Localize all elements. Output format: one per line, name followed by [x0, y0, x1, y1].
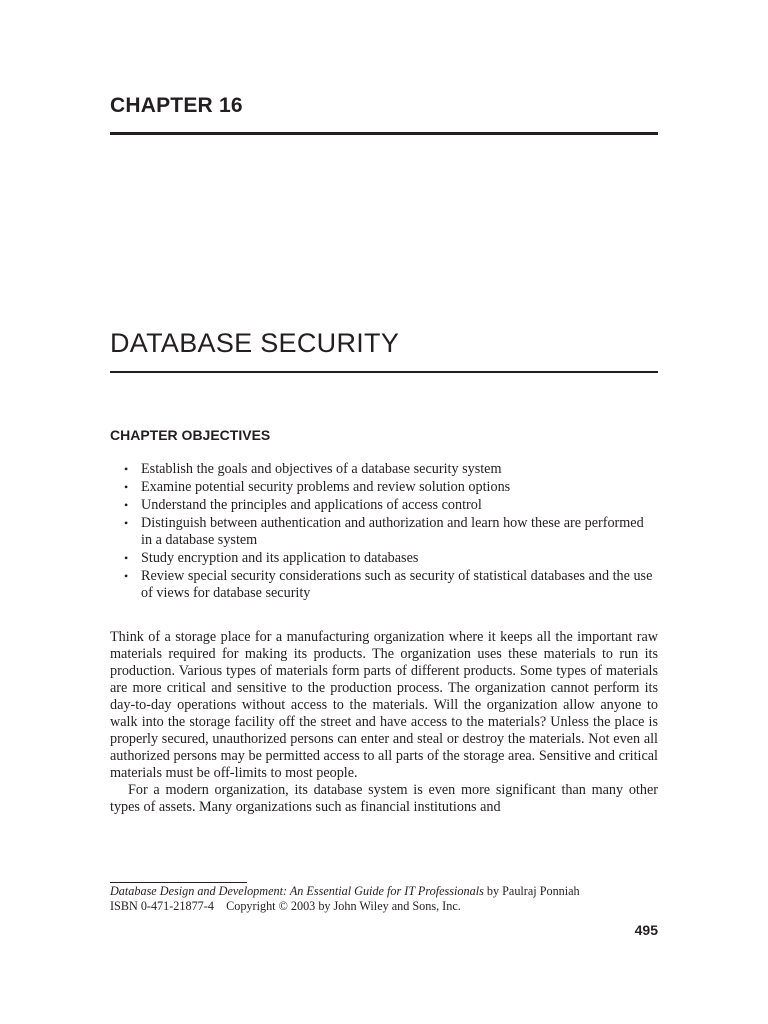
- list-item: [124, 461, 658, 478]
- bullet-icon: •: [124, 569, 129, 583]
- bullet-icon: •: [124, 498, 129, 512]
- body-paragraph: Think of a storage place for a manufacturing organization where it keeps all the important raw materials required for making its products. The organization uses these materials to run its production. Various types of materials form parts of different products. Some types of materials are more critical and sensitive to the production process. The organization cannot perform its day-to-day operations without access to the materials. Will the organization allow anyone to walk into the storage facility off the street and have access to the materials? Unless the place is properly secured, unauthorized persons can enter and steal or destroy the materials. Not even all authorized persons may be permitted access to all parts of the storage area. Sensitive and critical materials must be off-limits to most people.: [110, 629, 658, 781]
- isbn-line: ISBN 0-471-21877-4 Copyright © 2003 by John Wiley and Sons, Inc.: [110, 899, 461, 913]
- objective-text: Review special security considerations such as security of statistical databases and the use of views for database security: [141, 568, 653, 601]
- footnote-rule: [110, 882, 247, 883]
- body-text: [110, 629, 658, 816]
- objective-text: Understand the principles and applications of access control: [141, 497, 482, 513]
- objective-text: Establish the goals and objectives of a database security system: [141, 461, 502, 477]
- list-item: [124, 515, 658, 549]
- bullet-icon: •: [124, 462, 129, 476]
- citation-line: [110, 884, 580, 899]
- page-number: 495: [634, 922, 658, 938]
- bullet-icon: •: [124, 480, 129, 494]
- bullet-icon: •: [124, 516, 129, 530]
- objective-text: Distinguish between authentication and authorization and learn how these are performed in a database system: [141, 515, 644, 548]
- title-rule: [110, 371, 658, 373]
- bullet-icon: •: [124, 551, 129, 565]
- chapter-title: DATABASE SECURITY: [110, 328, 400, 358]
- objective-text: Examine potential security problems and review solution options: [141, 479, 511, 495]
- objectives-list: [124, 461, 658, 603]
- objective-text: Study encryption and its application to databases: [141, 550, 419, 566]
- objectives-heading: CHAPTER OBJECTIVES: [110, 427, 271, 443]
- list-item: [124, 479, 658, 496]
- list-item: [124, 497, 658, 514]
- chapter-label: CHAPTER 16: [110, 94, 243, 117]
- body-paragraph: For a modern organization, its database system is even more significant than many other types of assets. Many organizations such as financial institutions and: [110, 782, 658, 815]
- chapter-rule: [110, 132, 658, 135]
- footnote: [110, 884, 580, 914]
- book-author: by Paulraj Ponniah: [483, 884, 580, 898]
- list-item: [124, 568, 658, 602]
- list-item: [124, 550, 658, 567]
- book-title: Database Design and Development: An Essential Guide for IT Professionals: [110, 884, 484, 898]
